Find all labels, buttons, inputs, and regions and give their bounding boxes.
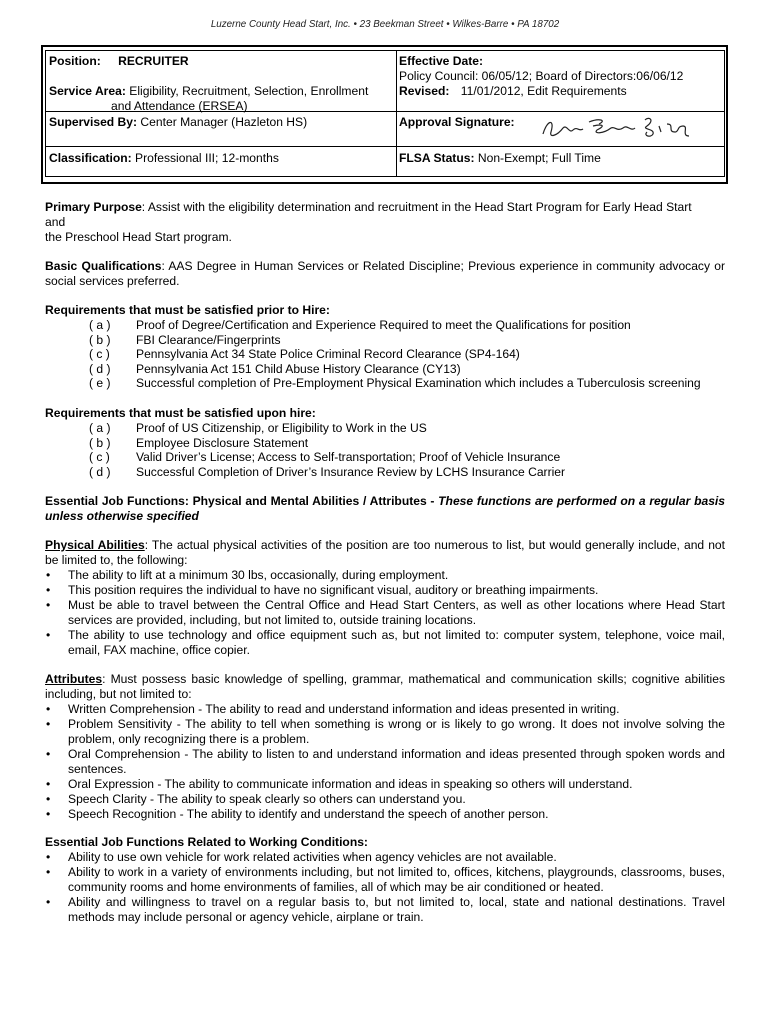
flsa-status-cell — [399, 151, 601, 166]
bullet-icon: • — [46, 895, 51, 909]
revised-cell — [399, 84, 627, 99]
classification-cell — [49, 151, 279, 166]
primary-purpose-text: : Assist with the eligibility determination and recruitment in the Head Start Program for Early Head Start — [141, 200, 692, 214]
item-text: Proof of US Citizenship, or Eligibility to Work in the US — [136, 421, 427, 435]
essential-functions-heading-italic: These functions are performed on a regular basis unless otherwise specified — [45, 494, 725, 523]
position-label: Position: — [49, 54, 101, 68]
list-item — [45, 850, 725, 865]
effective-date-value: Policy Council: 06/05/12; Board of Directors:06/06/12 — [399, 69, 684, 83]
item-label: ( d ) — [89, 464, 111, 479]
position-value: RECRUITER — [118, 54, 189, 68]
item-text: Valid Driver’s License; Access to Self-transportation; Proof of Vehicle Insurance — [136, 450, 561, 465]
effective-date-cell — [399, 54, 683, 84]
approval-signature-label: Approval Signature: — [399, 115, 515, 129]
supervised-by-cell — [49, 115, 307, 130]
list-item — [45, 865, 725, 895]
list-item — [45, 702, 725, 717]
list-item-text: Speech Clarity - The ability to speak clearly so others can understand you. — [68, 792, 466, 806]
attributes-section — [45, 672, 725, 822]
working-conditions-list — [45, 850, 725, 925]
physical-abilities-intro: : The actual physical activities of the position are too numerous to list, but would generally include, and not be limited to, the following: — [45, 538, 726, 567]
attributes-list — [45, 702, 725, 822]
basic-qualifications-text: : AAS Degree in Human Services or Related Discipline; Previous experience in community advocacy or social services preferred. — [45, 259, 725, 288]
list-item — [89, 465, 565, 480]
position-cell — [49, 54, 189, 69]
list-item — [45, 895, 725, 925]
classification-label: Classification: — [49, 151, 132, 165]
item-label: ( b ) — [89, 332, 111, 347]
physical-abilities-label: Physical Abilities — [45, 538, 145, 552]
list-item — [89, 421, 565, 436]
primary-purpose-label: Primary Purpose — [45, 200, 142, 214]
service-area-value-cont: and Attendance (ERSEA) — [111, 99, 248, 113]
list-item — [45, 747, 725, 777]
table-column-divider — [396, 50, 397, 177]
list-item-text: This position requires the individual to have no significant visual, auditory or breathing impairments. — [68, 583, 599, 597]
service-area-label: Service Area: — [49, 84, 126, 98]
attributes-intro: : Must possess basic knowledge of spelling, grammar, mathematical and communication skills; cognitive abilities including, but not limited to: — [45, 672, 725, 701]
bullet-icon: • — [46, 807, 51, 821]
list-item — [45, 598, 725, 628]
item-text: Pennsylvania Act 151 Child Abuse History Clearance (CY13) — [136, 361, 461, 376]
list-item — [89, 362, 701, 377]
item-text: FBI Clearance/Fingerprints — [136, 332, 281, 347]
item-text: Proof of Degree/Certification and Experience Required to meet the Qualifications for position — [136, 318, 631, 332]
flsa-status-label: FLSA Status: — [399, 151, 475, 165]
bullet-icon: • — [46, 717, 51, 731]
item-label: ( c ) — [89, 450, 110, 465]
prior-to-hire-heading — [45, 303, 725, 318]
list-item — [45, 777, 725, 792]
list-item — [45, 792, 725, 807]
working-conditions-section — [45, 835, 725, 925]
list-item — [89, 333, 701, 348]
list-item-text: Oral Expression - The ability to communicate information and ideas in speaking so others will understand. — [68, 777, 633, 791]
list-item-text: Speech Recognition - The ability to identify and understand the speech of another person. — [68, 807, 549, 821]
table-row-divider — [45, 146, 725, 147]
essential-functions-heading-text: Essential Job Functions: Physical and Mental Abilities / Attributes - — [45, 494, 439, 508]
list-item-text: Problem Sensitivity - The ability to tell when something is wrong or is likely to go wrong. It does not involve solving the problem, only recognizing there is a problem. — [68, 717, 725, 746]
classification-value: Professional III; 12-months — [135, 151, 279, 165]
page-header: Luzerne County Head Start, Inc. • 23 Beekman Street • Wilkes-Barre • PA 18702 — [210, 19, 560, 30]
list-item-text: Ability to use own vehicle for work related activities when agency vehicles are not available. — [68, 850, 557, 864]
list-item — [45, 583, 725, 598]
item-text: Employee Disclosure Statement — [136, 435, 309, 450]
list-item-text: Oral Comprehension - The ability to listen to and understand information and ideas presented through spoken words and sentences. — [68, 747, 725, 776]
upon-hire-heading-text: Requirements that must be satisfied upon hire: — [45, 406, 316, 420]
list-item — [45, 568, 725, 583]
list-item — [89, 347, 701, 362]
list-item-text: The ability to lift at a minimum 30 lbs, occasionally, during employment. — [68, 568, 449, 582]
item-label: ( d ) — [89, 361, 111, 376]
supervised-by-label: Supervised By: — [49, 115, 138, 129]
upon-hire-heading — [45, 406, 725, 421]
basic-qualifications — [45, 259, 725, 289]
list-item-text: The ability to use technology and office equipment such as, but not limited to: computer system, telephone, voice mail, email, FAX machine, office copier. — [68, 628, 725, 657]
item-label: ( a ) — [89, 318, 111, 332]
bullet-icon: • — [46, 777, 51, 791]
list-item-text: Must be able to travel between the Central Office and Head Start Centers, as well as other locations where Head Start services are provided, including, but not limited to, outside training locations. — [68, 598, 725, 627]
item-text: Pennsylvania Act 34 State Police Criminal Record Clearance (SP4-164) — [136, 347, 520, 362]
bullet-icon: • — [46, 747, 51, 761]
item-text: Successful Completion of Driver’s Insurance Review by LCHS Insurance Carrier — [136, 464, 566, 479]
service-area-value: Eligibility, Recruitment, Selection, Enrollment — [129, 84, 369, 98]
bullet-icon: • — [46, 792, 51, 806]
working-conditions-heading: Essential Job Functions Related to Working Conditions: — [45, 835, 368, 849]
primary-purpose-text-cont: and — [45, 215, 66, 229]
supervised-by-value: Center Manager (Hazleton HS) — [140, 115, 308, 129]
list-item — [89, 450, 565, 465]
list-item — [45, 717, 725, 747]
primary-purpose — [45, 200, 725, 245]
physical-abilities-section — [45, 538, 725, 658]
list-item-text: Ability and willingness to travel on a regular basis to, but not limited to, local, state and national destinations. Travel methods may include personal or agency vehicle, airplane or train. — [68, 895, 725, 924]
bullet-icon: • — [46, 598, 51, 612]
bullet-icon: • — [46, 583, 51, 597]
essential-functions-heading — [45, 494, 725, 524]
bullet-icon: • — [46, 702, 51, 716]
item-label: ( a ) — [89, 421, 111, 435]
revised-value: 11/01/2012, Edit Requirements — [460, 84, 627, 98]
item-text: Successful completion of Pre-Employment Physical Examination which includes a Tuberculosis screening — [136, 376, 701, 391]
approval-signature-cell — [399, 115, 515, 130]
list-item — [89, 318, 701, 333]
prior-to-hire-heading-text: Requirements that must be satisfied prior to Hire: — [45, 303, 330, 317]
bullet-icon: • — [46, 850, 51, 864]
flsa-status-value: Non-Exempt; Full Time — [477, 151, 601, 165]
item-label: ( b ) — [89, 435, 111, 450]
attributes-label: Attributes — [45, 672, 103, 686]
effective-date-label: Effective Date: — [399, 54, 484, 68]
list-item-text: Ability to work in a variety of environments including, but not limited to, offices, kitchens, playgrounds, classrooms, buses, community rooms and home environments of families, all of which may be air conditioned or heated. — [68, 865, 725, 894]
prior-to-hire-list — [89, 318, 701, 391]
physical-abilities-list — [45, 568, 725, 658]
revised-label: Revised: — [399, 84, 450, 98]
list-item — [45, 807, 725, 822]
item-label: ( e ) — [89, 376, 111, 391]
list-item — [89, 376, 701, 391]
list-item — [89, 436, 565, 451]
handwritten-signature — [537, 112, 702, 144]
item-label: ( c ) — [89, 347, 110, 362]
list-item-text: Written Comprehension - The ability to read and understand information and ideas presented in writing. — [68, 702, 620, 716]
bullet-icon: • — [46, 865, 51, 879]
bullet-icon: • — [46, 568, 51, 582]
list-item — [45, 628, 725, 658]
primary-purpose-text-cont2: the Preschool Head Start program. — [45, 230, 232, 244]
upon-hire-list — [89, 421, 565, 479]
basic-qualifications-label: Basic Qualifications — [45, 259, 162, 273]
bullet-icon: • — [46, 628, 51, 642]
service-area-cell — [49, 84, 394, 114]
